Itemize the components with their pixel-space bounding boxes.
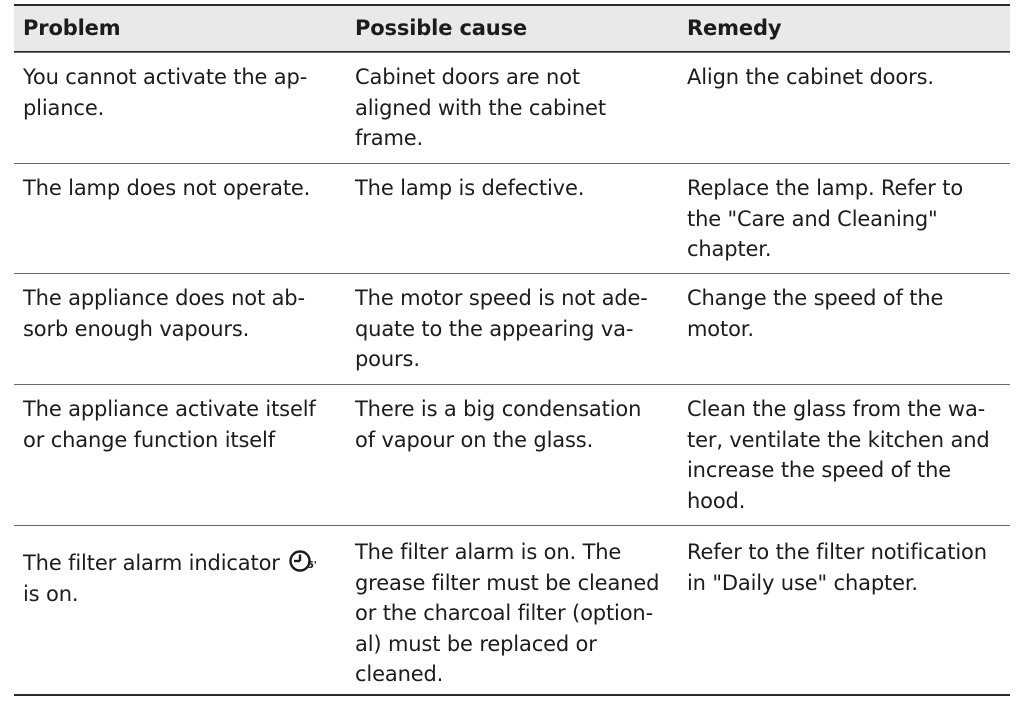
remedy-line: in "Daily use" chapter.	[687, 570, 918, 595]
problem-line: The appliance activate itself	[23, 397, 316, 421]
cause-cell	[346, 385, 678, 525]
cause-line: or the charcoal filter (option-	[355, 601, 654, 625]
table-row	[14, 525, 1010, 694]
table-header-row	[14, 6, 1010, 52]
cause-line: of vapour on the glass.	[355, 427, 594, 452]
cause-line: The filter alarm is on. The	[355, 540, 622, 564]
header-problem: Problem	[23, 16, 121, 40]
filter-timer-icon-label: 5'	[307, 560, 318, 571]
cause-line: There is a big condensation	[355, 397, 642, 421]
problem-line: sorb enough vapours.	[23, 316, 250, 341]
table-row	[14, 163, 1010, 273]
remedy-line: the "Care and Cleaning"	[687, 206, 938, 231]
remedy-cell	[678, 526, 1010, 694]
problem-cell	[14, 164, 346, 273]
cause-line: cleaned.	[355, 662, 444, 686]
remedy-cell	[678, 164, 1010, 273]
cause-line: aligned with the cabinet	[355, 95, 606, 120]
remedy-line: hood.	[687, 488, 746, 513]
header-possible-cause: Possible cause	[355, 16, 528, 40]
cause-line: quate to the appearing va-	[355, 316, 634, 341]
problem-cell	[14, 274, 346, 384]
cause-line: pours.	[355, 347, 420, 371]
table-row	[14, 52, 1010, 163]
remedy-line: Align the cabinet doors.	[687, 65, 934, 89]
problem-line: pliance.	[23, 95, 105, 120]
table-row	[14, 273, 1010, 384]
problem-line: The filter alarm indicator	[23, 551, 280, 575]
remedy-line: Change the speed of the	[687, 286, 944, 310]
remedy-line: ter, ventilate the kitchen and	[687, 427, 990, 452]
cause-line: grease filter must be cleaned	[355, 570, 660, 595]
troubleshooting-table	[14, 4, 1010, 696]
header-remedy: Remedy	[687, 16, 782, 40]
problem-line: The lamp does not operate.	[23, 176, 311, 200]
problem-line: The appliance does not ab-	[23, 286, 305, 310]
remedy-cell	[678, 274, 1010, 384]
problem-cell	[14, 53, 346, 163]
problem-cell	[14, 526, 346, 694]
remedy-line: increase the speed of the	[687, 458, 952, 482]
remedy-line: chapter.	[687, 237, 772, 261]
remedy-line: Clean the glass from the wa-	[687, 397, 986, 421]
cause-cell	[346, 164, 678, 273]
remedy-cell	[678, 385, 1010, 525]
remedy-line: motor.	[687, 316, 754, 341]
cause-cell	[346, 53, 678, 163]
cause-line: frame.	[355, 126, 424, 150]
table-row	[14, 384, 1010, 525]
cause-line: The motor speed is not ade-	[355, 286, 648, 310]
remedy-line: Replace the lamp. Refer to	[687, 176, 964, 200]
problem-line: is on.	[23, 581, 79, 606]
problem-cell	[14, 385, 346, 525]
cause-line: The lamp is defective.	[355, 176, 585, 200]
cause-line: al) must be replaced or	[355, 631, 597, 656]
remedy-line: Refer to the filter notification	[687, 540, 987, 564]
cause-line: Cabinet doors are not	[355, 65, 580, 89]
problem-line: or change function itself	[23, 427, 275, 452]
filter-timer-icon	[288, 548, 318, 574]
cause-cell	[346, 274, 678, 384]
remedy-cell	[678, 53, 1010, 163]
cause-cell	[346, 526, 678, 694]
problem-line: You cannot activate the ap-	[23, 65, 308, 89]
